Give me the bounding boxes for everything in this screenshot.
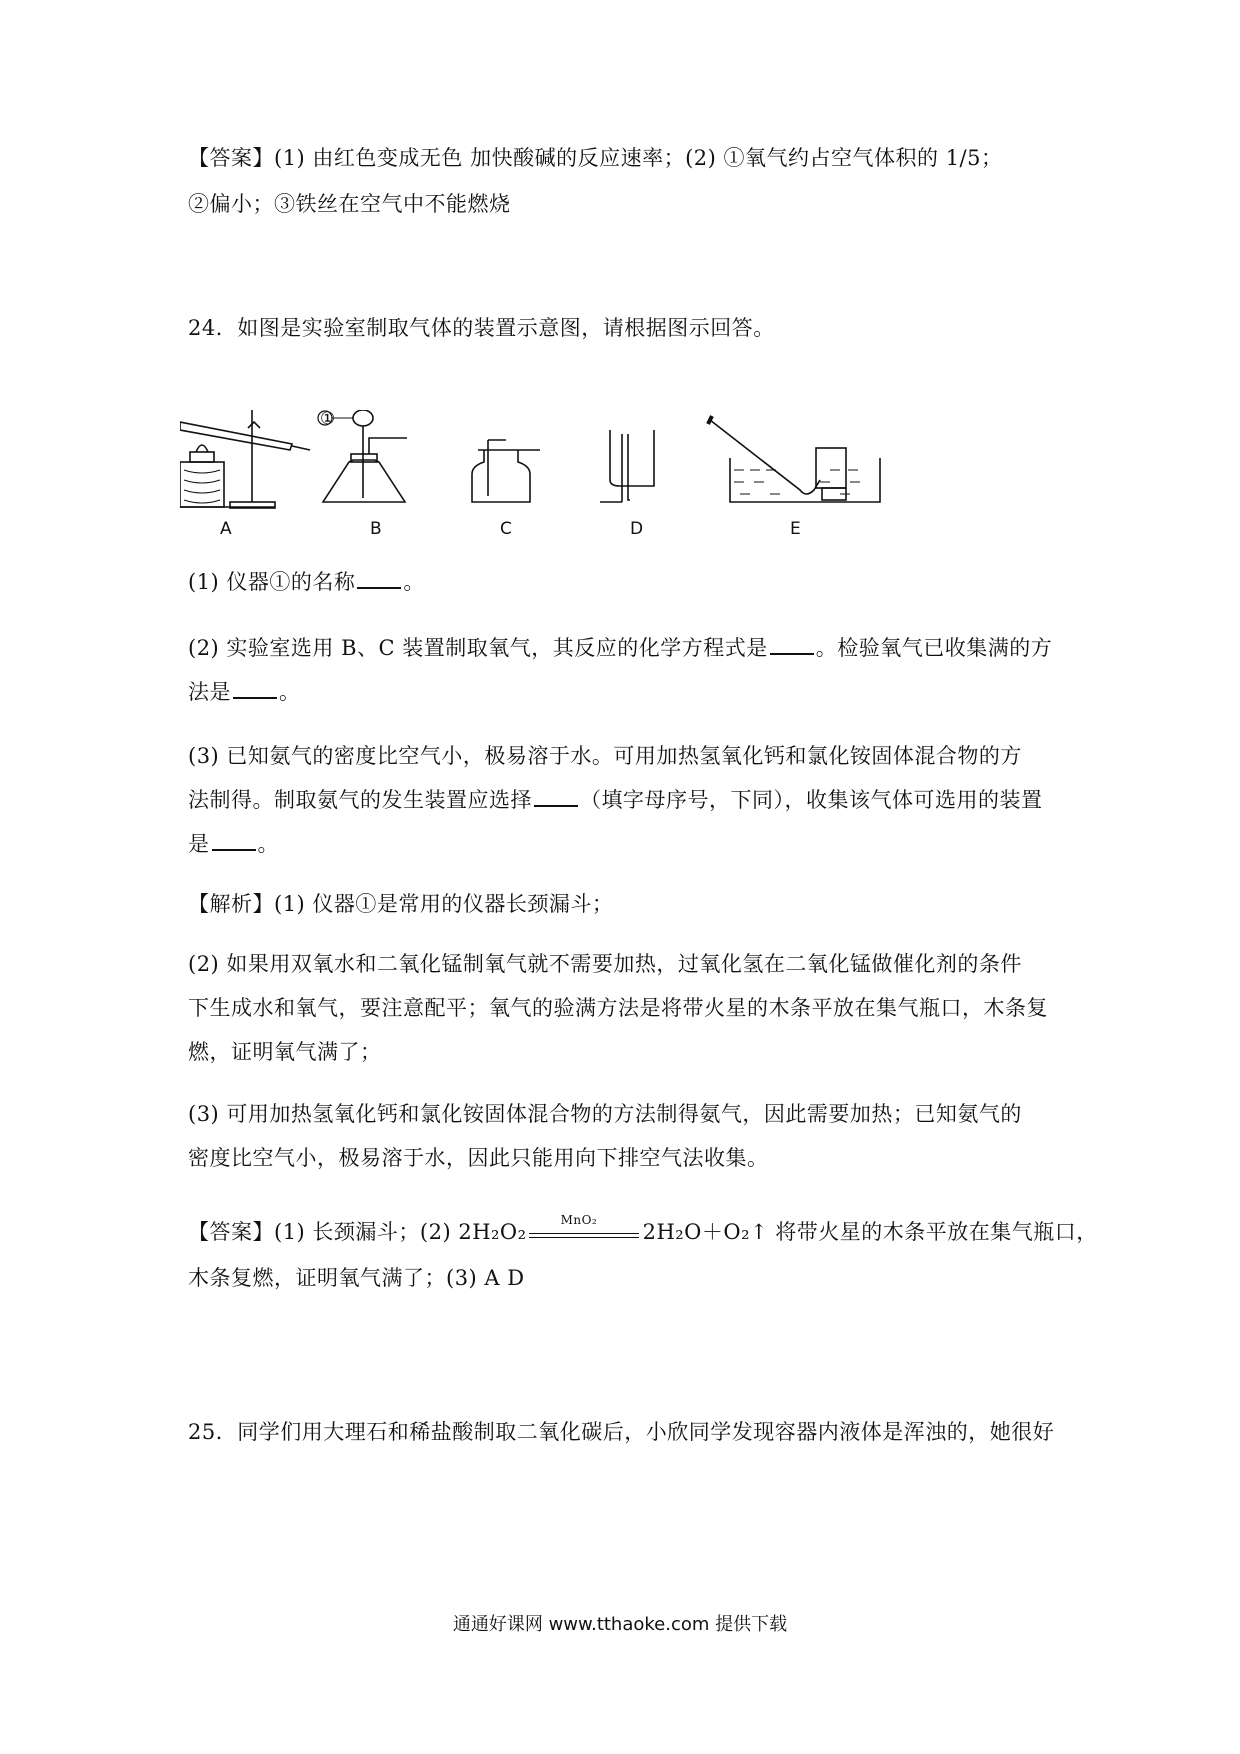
- analysis-2-line-2: 下生成水和氧气，要注意配平；氧气的验满方法是将带火星的木条平放在集气瓶口，木条复: [188, 996, 1048, 1020]
- analysis-2-line-1: (2) 如果用双氧水和二氧化锰制氧气就不需要加热，过氧化氢在二氧化锰做催化剂的条件: [188, 952, 1022, 976]
- apparatus-d: [600, 430, 654, 502]
- analysis-3-line-2: 密度比空气小，极易溶于水，因此只能用向下排空气法收集。: [188, 1146, 769, 1170]
- funnel-marker: ①: [320, 410, 336, 429]
- label-e: E: [790, 519, 801, 539]
- analysis-2-line-3: 燃，证明氧气满了；: [188, 1040, 382, 1064]
- part-2-line-1: (2) 实验室选用 B、C 装置制取氧气，其反应的化学方程式是 。检验氧气已收集满的方: [188, 636, 1053, 660]
- apparatus-a: [180, 410, 310, 508]
- part-3-line-1: (3) 已知氨气的密度比空气小，极易溶于水。可用加热氢氧化钙和氯化铵固体混合物的方: [188, 744, 1022, 768]
- analysis-1: 【解析】(1) 仪器①是常用的仪器长颈漏斗；: [188, 892, 614, 916]
- page-footer: 通通好课网 www.tthaoke.com 提供下载: [452, 1614, 788, 1635]
- apparatus-e: [708, 416, 880, 502]
- label-c: C: [500, 519, 512, 539]
- reaction-arrow: MnO₂: [529, 1223, 641, 1245]
- part-3-line-3: 是 。: [188, 832, 279, 856]
- prev-answer-line-1: 【答案】(1) 由红色变成无色 加快酸碱的反应速率；(2) ①氧气约占空气体积的 1/5；: [188, 146, 1003, 170]
- apparatus-diagram: [180, 410, 900, 540]
- question-25-stem: 25．同学们用大理石和稀盐酸制取二氧化碳后，小欣同学发现容器内液体是浑浊的，她很好: [188, 1420, 1055, 1444]
- label-a: A: [220, 519, 232, 539]
- label-b: B: [370, 519, 382, 539]
- question-24-stem: 24．如图是实验室制取气体的装置示意图，请根据图示回答。: [188, 316, 775, 340]
- blank-5[interactable]: [212, 831, 256, 851]
- blank-2[interactable]: [770, 635, 814, 655]
- answer-24-line-2: 木条复燃，证明氧气满了；(3) A D: [188, 1266, 525, 1290]
- blank-4[interactable]: [534, 787, 578, 807]
- part-1: (1) 仪器①的名称 。: [188, 570, 425, 594]
- blank-3[interactable]: [233, 679, 277, 699]
- part-2-line-2: 法是 。: [188, 680, 301, 704]
- part-3-line-2: 法制得。制取氨气的发生装置应选择 （填字母序号，下同），收集该气体可选用的装置: [188, 788, 1043, 812]
- answer-24-line-1: 【答案】(1) 长颈漏斗；(2) 2H₂O₂ MnO₂ 2H₂O＋O₂↑ 将带火星的木条平放在集气瓶口，: [188, 1212, 1098, 1244]
- apparatus-c: [472, 440, 540, 502]
- blank-1[interactable]: [357, 569, 401, 589]
- analysis-3-line-1: (3) 可用加热氢氧化钙和氯化铵固体混合物的方法制得氨气，因此需要加热；已知氨气的: [188, 1102, 1022, 1126]
- label-d: D: [630, 519, 644, 539]
- prev-answer-line-2: ②偏小；③铁丝在空气中不能燃烧: [188, 192, 511, 216]
